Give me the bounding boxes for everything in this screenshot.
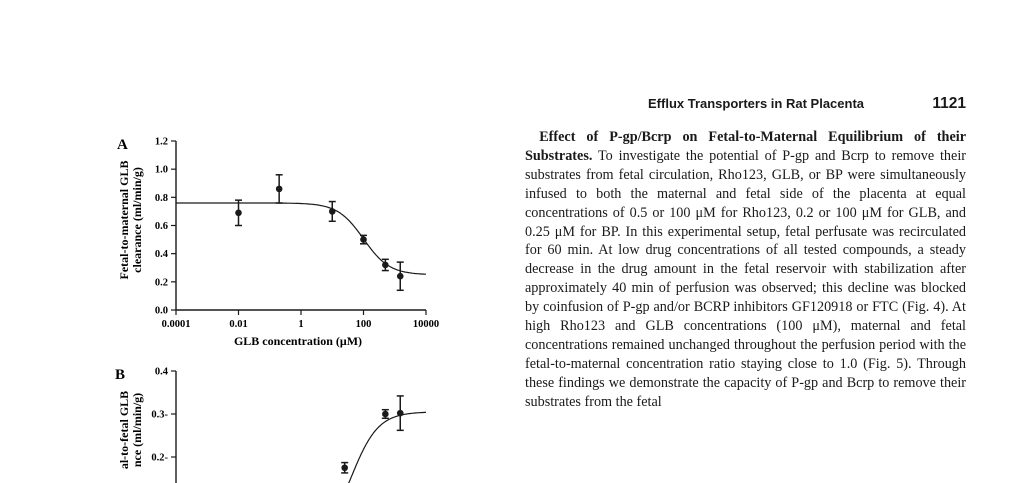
page-number: 1121 bbox=[932, 95, 966, 112]
y-tick-label: 1.2 bbox=[154, 136, 168, 148]
running-title: Efflux Transporters in Rat Placenta bbox=[648, 96, 865, 111]
data-point bbox=[360, 236, 367, 243]
y-tick-label: 1.0 bbox=[154, 164, 168, 176]
x-ticks-a bbox=[162, 310, 440, 330]
y-tick-label: 0.3- bbox=[151, 409, 168, 421]
y-ticks-a bbox=[155, 137, 176, 317]
data-point bbox=[329, 208, 336, 215]
data-point bbox=[397, 410, 404, 417]
chart-panel-b bbox=[115, 367, 426, 483]
data-point bbox=[382, 411, 389, 418]
fit-curve-b bbox=[301, 412, 426, 483]
x-tick-label: 10000 bbox=[412, 319, 440, 330]
data-point bbox=[397, 273, 404, 280]
x-tick-label: 1 bbox=[298, 319, 304, 330]
panel-letter-a: A bbox=[117, 137, 128, 153]
paragraph-text: To investigate the potential of P-gp and Bcrp to remove their substrates from fetal circulation, Rho123, GLB, or BP were simultaneously infused to both the maternal and fetal side of the placenta at equal concentrations of 0.5 or 100 μM for Rho123, 0.2 or 100 μM for GLB, and 0.25 μM for BP. In this experimental setup, fetal perfusate was recirculated for 60 min. At low drug concentrations of all tested compounds, a steady decrease in the drug amount in the fetal reservoir with stabilization after approximately 40 min of perfusion was observed; this decline was blocked by coinfusion of P-gp and/or BCRP inhibitors GF120918 or FTC (Fig. 4). At high Rho123 and GLB concentrations (100 μM), maternal and fetal concentrations remained unchanged throughout the perfusion period with the fetal-to-maternal concentration ratio staying close to 1.0 (Fig. 5). Through these findings we demonstrate the capacity of P-gp and Bcrp to remove their substrates from the fetal bbox=[525, 147, 966, 410]
run-in-heading: Effect of P-gp/Bcrp on Fetal-to-Maternal Equilibrium of their Substrates. bbox=[525, 129, 966, 164]
y-axis-label-b-line2: nce (ml/min/g) bbox=[130, 392, 144, 468]
x-tick-label: 100 bbox=[355, 319, 372, 330]
y-axis-label-b-line1: al-to-fetal GLB bbox=[117, 390, 131, 470]
y-tick-label: 0.2 bbox=[154, 277, 168, 289]
body-paragraph bbox=[525, 128, 966, 412]
y-tick-label: 0.2- bbox=[151, 452, 168, 464]
running-header bbox=[648, 95, 966, 113]
data-point bbox=[276, 186, 283, 193]
y-tick-label: 0.0 bbox=[154, 305, 168, 317]
x-tick-label: 0.01 bbox=[229, 319, 248, 330]
data-points-a bbox=[235, 175, 404, 290]
y-ticks-b bbox=[151, 367, 176, 464]
x-tick-label: 0.0001 bbox=[161, 319, 191, 330]
y-tick-label: 0.4 bbox=[154, 366, 168, 378]
y-tick-label: 0.8 bbox=[154, 192, 168, 204]
y-axis-label-a-line2: clearance (ml/min/g) bbox=[130, 167, 144, 273]
fit-curve-a bbox=[176, 203, 426, 274]
y-tick-label: 0.6 bbox=[154, 221, 168, 232]
data-point bbox=[382, 262, 389, 269]
chart-panel-a bbox=[117, 137, 439, 349]
panel-letter-b: B bbox=[115, 367, 126, 383]
data-point bbox=[235, 210, 242, 217]
y-axis-label-a-line1: Fetal-to-maternal GLB bbox=[117, 160, 131, 280]
data-point bbox=[341, 464, 348, 471]
y-tick-label: 0.4 bbox=[154, 249, 168, 261]
x-axis-label-a: GLB concentration (μM) bbox=[233, 334, 363, 348]
